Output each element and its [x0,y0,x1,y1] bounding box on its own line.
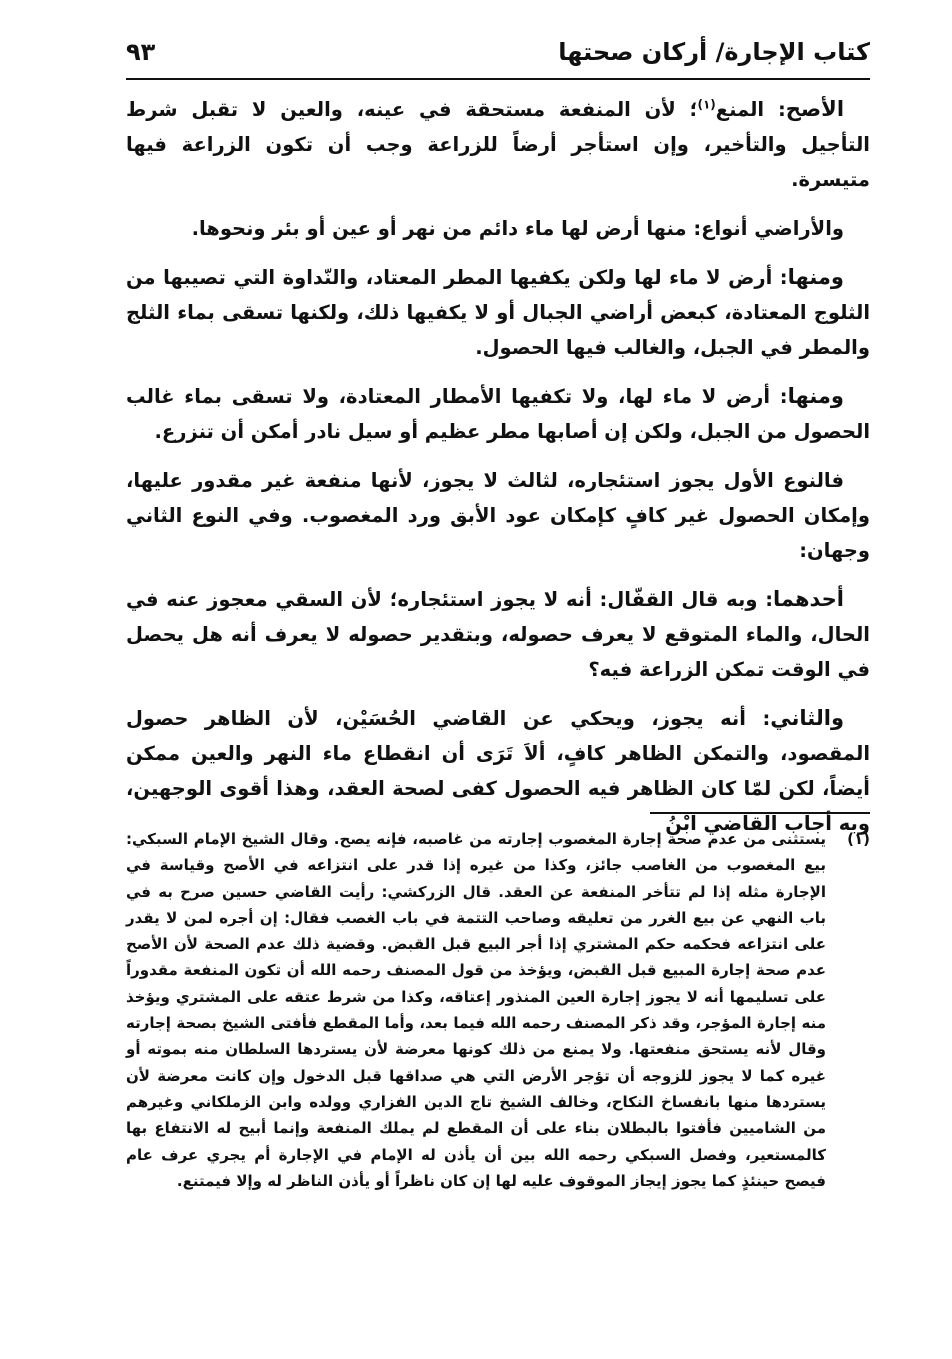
paragraph [126,260,870,365]
footnote-rule [650,812,870,814]
paragraph-text: والأراضي أنواع: منها أرض لها ماء دائم من نهر أو عين أو بئر ونحوها. [191,217,844,240]
paragraph [126,463,870,568]
paragraph-text: المنع [715,98,765,121]
paragraph [126,92,870,197]
footnote [126,826,870,1194]
paragraph-lead-sep: : [764,98,786,121]
paragraph-text: أرض لا ماء لها، ولا تكفيها الأمطار المعتادة، ولا تسقى بماء غالب الحصول من الجبل، ولكن إن أصابها مطر عظيم أو سيل نادر أمكن أن تنزرع. [126,385,870,443]
footnote-number: (١) [847,830,870,848]
paragraph [126,582,870,687]
paragraph-lead: والثاني [770,706,844,730]
paragraph-text: فالنوع الأول يجوز استئجاره، لثالث لا يجوز، لأنها منفعة غير مقدور عليها، وإمكان الحصول غير كافٍ كإمكان عود الأبق ورد المغصوب. وفي النوع الثاني وجهان: [126,469,870,562]
paragraph-lead: أحدهما [773,587,844,611]
paragraph-lead: الأصح [785,97,845,121]
page-number: ٩٣ [126,38,156,66]
paragraph-lead: ومنها [787,384,844,408]
paragraph-lead-sep: : [770,385,788,408]
paragraph-lead: ومنها [787,265,844,289]
paragraph [126,379,870,449]
running-header [126,30,870,74]
paragraph [126,701,870,841]
header-rule [126,78,870,80]
main-text [126,92,870,855]
paragraph-lead-sep: : [745,707,771,730]
paragraph [126,211,870,246]
footnote-text: يستثنى من عدم صحة إجارة المغصوب إجارته من غاصبه، فإنه يصح. وقال الشيخ الإمام السبكي: بيع المغصوب من الغاصب جائز، وكذا من غيره إذا قدر على انتزاعه في الأصح وقياسة في الإجارة مثله إذا لم تتأخر المنفعة عن العقد. قال الزركشي: رأيت القاضي حسين صرح به في باب النهي عن بيع الغرر من تعليقه وصاحب التتمة في باب الغصب فقال: إن أجره لمن لا يقدر على انتزاعه فحكمه حكم المشتري إذا أجر البيع قبل القبض. وقضية ذلك عدم الصحة لأن الأصح عدم صحة إجارة المبيع قبل القبض، ويؤخذ من قول المصنف رحمه الله أن تكون المنفعة مقدوراً على تسليمها أنه لا يجوز إجارة العين المنذور إعتاقه، وكذا من شرط عتقه على المشتري ويؤخذ منه إجارة المؤجر، وقد ذكر المصنف رحمه الله فيما بعد، وأما المقطع فأفتى الشيخ بصحة إجارته وقال لأنه يستحق منفعتها. ولا يمنع من ذلك كونها معرضة لأن يستردها السلطان منه بموته أو غيره كما لا يجوز للزوجه أن تؤجر الأرض التي هي صداقها قبل الدخول وإن كانت معرضة لأن يستردها منها بانفساخ النكاح، وخالف الشيخ تاج الدين الفزاري وولده وابن الزملكاني وغيرهم من الشاميين فأفتوا بالبطلان بناء على أن المقطع لم يملك المنفعة وإنما أبيح له الانتفاع بها كالمستعير، وفصل السبكي رحمه الله بين أن يأذن له الإمام في الإجارة أم يجري عرف عام فيصح حينئذٍ كما يجوز إيجاز الموقوف عليه لها إن كان ناظراً أو يأذن الناظر له وإلا فيمتنع. [126,830,826,1190]
paragraph-text-continued: ؛ لأن المنفعة مستحقة في عينه، والعين لا تقبل شرط التأجيل والتأخير، وإن استأجر أرضاً للزراعة وجب أن تكون الزراعة فيها متيسرة. [126,98,870,191]
paragraph-text: أنه يجوز، ويحكي عن القاضي الحُسَيْن، لأن الظاهر حصول المقصود، والتمكن الظاهر كافٍ، ألاَ تَرَى أن انقطاع ماء النهر والعين ممكن أيضاً، لكن لمّا كان الظاهر فيه الحصول كفى لصحة العقد، وهذا أقوى الوجهين، وبه أجاب القاضي ابْنُ [126,707,870,835]
footnote-reference[interactable]: (١) [697,97,716,112]
paragraph-text: أرض لا ماء لها ولكن يكفيها المطر المعتاد، والنّداوة التي تصيبها من الثلوج المعتادة، كبعض أراضي الجبال أو لا يكفيها ذلك، ولكنها تسقى بماء الثلج والمطر في الجبل، والغالب فيها الحصول. [126,266,870,359]
paragraph-text: وبه قال القفّال: أنه لا يجوز استئجاره؛ لأن السقي معجوز عنه في الحال، والماء المتوقع لا يعرف حصوله، وبتقدير حصوله لا يعرف أنه هل يحصل في الوقت تمكن الزراعة فيه؟ [126,588,870,681]
paragraph-lead-sep: : [757,588,773,611]
header-title: كتاب الإجارة/ أركان صحتها [558,38,870,66]
paragraph-lead-sep: : [772,266,788,289]
